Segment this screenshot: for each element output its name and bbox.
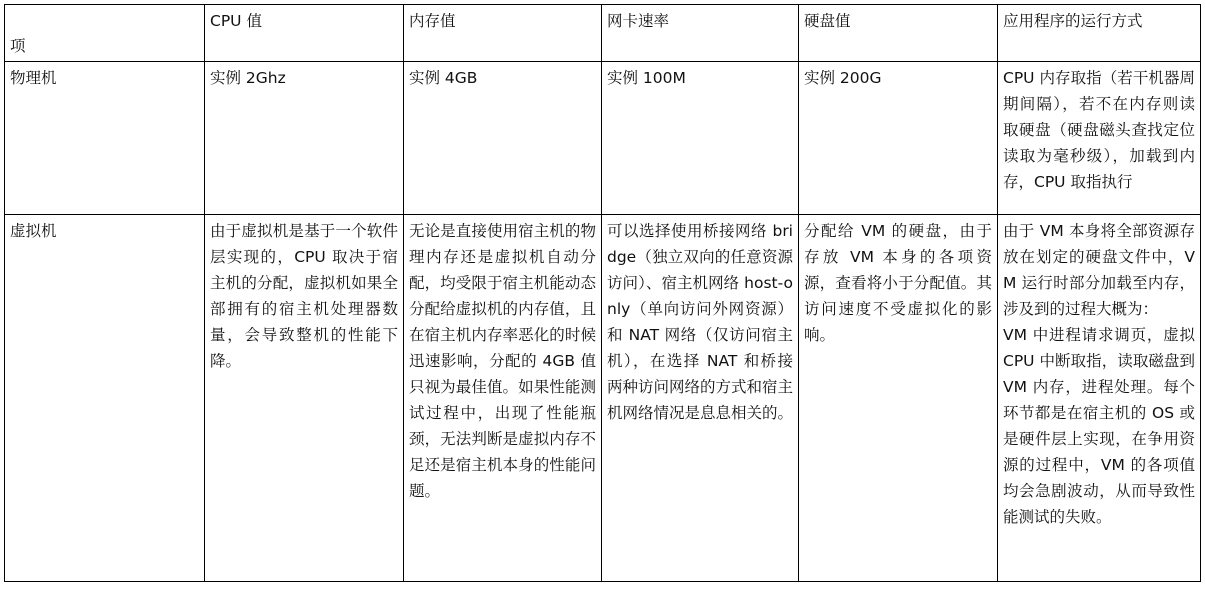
cell-vm-app-run-mode [998, 215, 1201, 582]
table-row-virtual-machine [5, 215, 1201, 582]
row-label-virtual-machine: 虚拟机 [5, 215, 205, 582]
cell-physical-app-run-mode: CPU 内存取指（若干机器周期间隔），若不在内存则读取硬盘（硬盘磁头查找定位读取为毫秒级），加载到内存，CPU 取指执行 [998, 62, 1201, 215]
header-row [5, 5, 1201, 62]
cell-vm-cpu: 由于虚拟机是基于一个软件层实现的，CPU 取决于宿主机的分配，虚拟机如果全部拥有的宿主机处理器数量，会导致整机的性能下降。 [205, 215, 404, 582]
cell-physical-nic-speed: 实例 100M [602, 62, 799, 215]
header-cell-disk: 硬盘值 [799, 5, 998, 62]
header-cell-app-run-mode: 应用程序的运行方式 [998, 5, 1201, 62]
cell-physical-memory: 实例 4GB [404, 62, 602, 215]
vm-app-run-mode-para-2: VM 中进程请求调页，虚拟 CPU 中断取指，读取磁盘到 VM 内存，进程处理。每个环节都是在宿主机的 OS 或是硬件层上实现，在争用资源的过程中，VM 的各项值均会急剧波动，从而导致性能测试的失败。 [1003, 326, 1195, 526]
cell-physical-cpu: 实例 2Ghz [205, 62, 404, 215]
cell-vm-nic-speed: 可以选择使用桥接网络 bridge（独立双向的任意资源访问）、宿主机网络 host-only（单向访问外网资源）和 NAT 网络（仅访问宿主机），在选择 NAT 和桥接两种访问网络的方式和宿主机网络情况是息息相关的。 [602, 215, 799, 582]
cell-vm-memory: 无论是直接使用宿主机的物理内存还是虚拟机自动分配，均受限于宿主机能动态分配给虚拟机的内存值，且在宿主机内存率恶化的时候迅速影响，分配的 4GB 值只视为最佳值。如果性能测试过程中，出现了性能瓶颈，无法判断是虚拟内存不足还是宿主机本身的性能问题。 [404, 215, 602, 582]
vm-app-run-mode-para-1: 由于 VM 本身将全部资源存放在划定的硬盘文件中，VM 运行时部分加载至内存，涉及到的过程大概为： [1003, 222, 1195, 318]
cell-physical-disk: 实例 200G [799, 62, 998, 215]
header-cell-nic-speed: 网卡速率 [602, 5, 799, 62]
cell-vm-disk: 分配给 VM 的硬盘，由于存放 VM 本身的各项资源，查看将小于分配值。其访问速度不受虚拟化的影响。 [799, 215, 998, 582]
header-cell-item: 项 [5, 5, 205, 62]
comparison-table [4, 4, 1201, 582]
table-row-physical-machine [5, 62, 1201, 215]
row-label-physical-machine: 物理机 [5, 62, 205, 215]
header-cell-cpu: CPU 值 [205, 5, 404, 62]
header-cell-memory: 内存值 [404, 5, 602, 62]
